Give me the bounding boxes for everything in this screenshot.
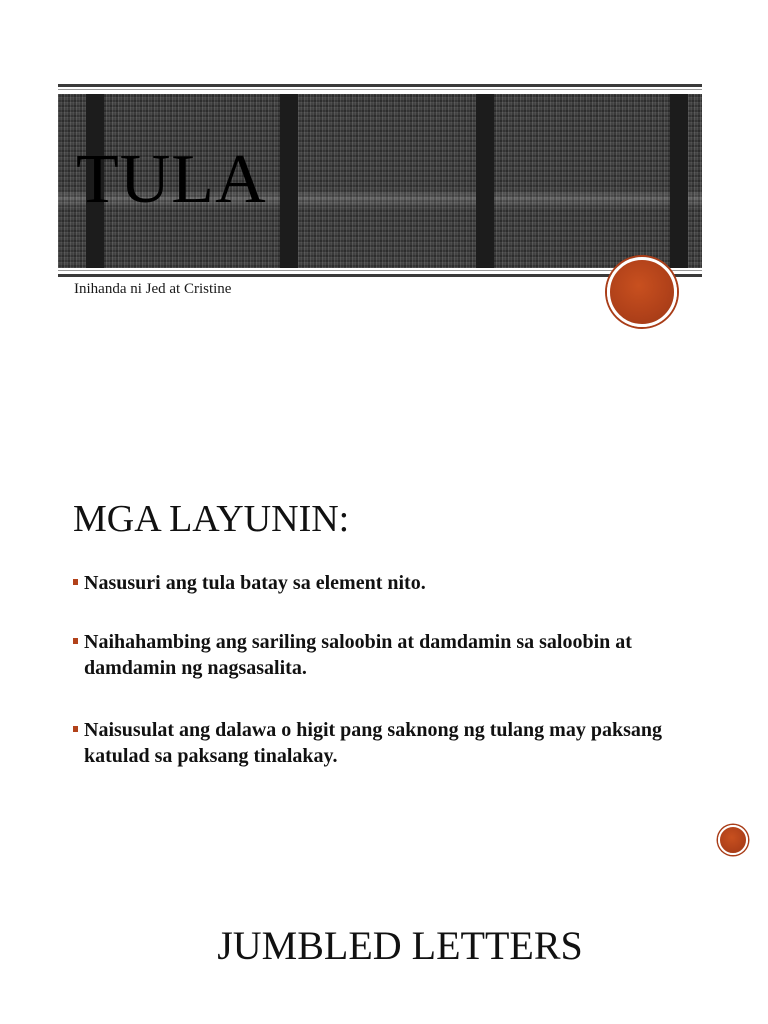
objectives-list bbox=[72, 570, 712, 769]
slide-subtitle: Inihanda ni Jed at Cristine bbox=[74, 281, 232, 297]
decorative-orb-icon bbox=[718, 825, 748, 855]
objective-text: Nasusuri ang tula batay sa element nito. bbox=[84, 572, 426, 594]
objective-item bbox=[72, 629, 712, 681]
slide-objectives bbox=[0, 470, 768, 890]
banner-bottom-rule-thin bbox=[58, 270, 702, 271]
banner-top-rule bbox=[58, 84, 702, 87]
objective-item bbox=[72, 570, 712, 596]
decorative-orb-icon bbox=[607, 257, 677, 327]
objective-text: Naihahambing ang sariling saloobin at damdamin sa saloobin at damdamin ng nagsasalita. bbox=[84, 631, 632, 679]
banner-post bbox=[280, 94, 298, 268]
slide-title bbox=[0, 0, 768, 400]
square-bullet-icon bbox=[73, 579, 78, 585]
banner-top-rule-thin bbox=[58, 89, 702, 90]
square-bullet-icon bbox=[73, 726, 78, 732]
slide-title-text: TULA bbox=[76, 141, 267, 218]
objective-text: Naisusulat ang dalawa o higit pang saknong ng tulang may paksang katulad sa paksang tinalakay. bbox=[84, 719, 662, 767]
square-bullet-icon bbox=[73, 638, 78, 644]
jumbled-letters-heading: JUMBLED LETTERS bbox=[217, 923, 583, 968]
banner-post bbox=[476, 94, 494, 268]
banner-post bbox=[670, 94, 688, 268]
objective-item bbox=[72, 717, 712, 769]
slide-jumbled-letters bbox=[0, 900, 768, 1024]
banner-bottom-rule bbox=[58, 274, 702, 277]
objectives-heading: MGA LAYUNIN: bbox=[73, 498, 350, 540]
